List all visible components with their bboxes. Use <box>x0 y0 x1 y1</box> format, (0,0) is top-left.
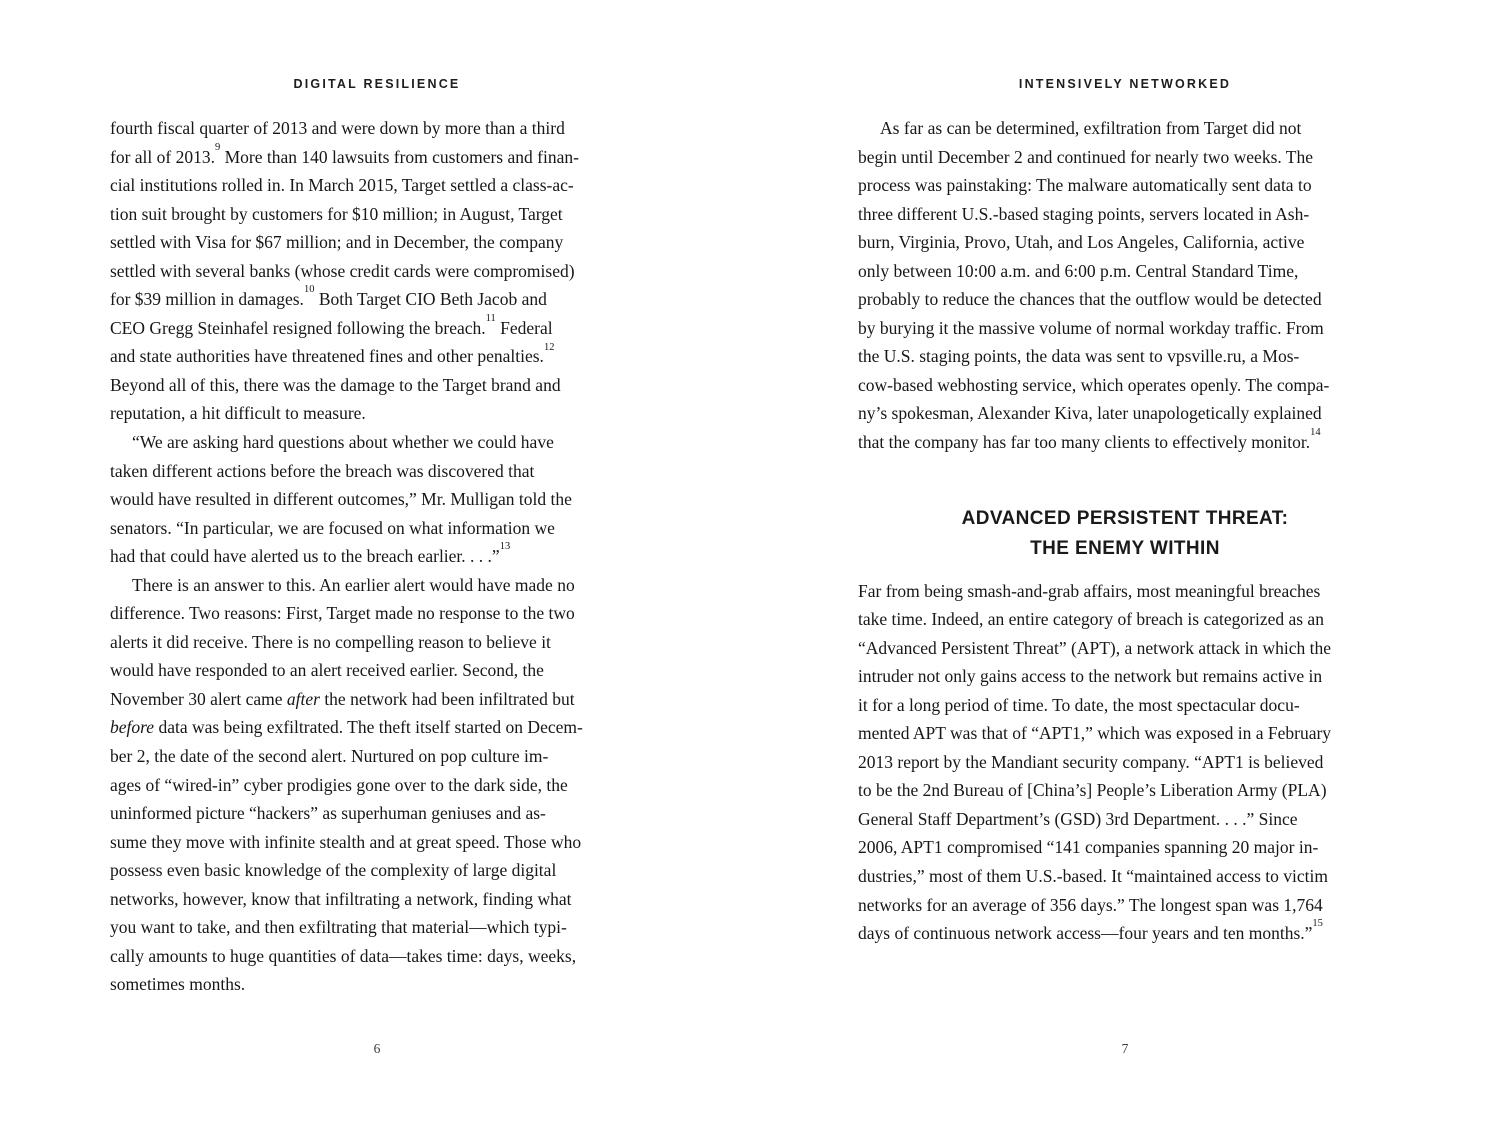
text-line: settled with Visa for $67 million; and in December, the company <box>110 232 564 253</box>
paragraph <box>110 428 644 571</box>
text-line: 2013 report by the Mandiant security company. “APT1 is believed <box>858 751 1324 772</box>
section-heading <box>858 504 1392 564</box>
text-line: difference. Two reasons: First, Target made no response to the two <box>110 603 575 624</box>
paragraph <box>858 114 1392 457</box>
text-line: begin until December 2 and continued for nearly two weeks. The <box>858 146 1314 167</box>
text-line: for $39 million in damages.$^{10}$ Both Target CIO Beth Jacob and <box>110 284 547 310</box>
text-line: process was painstaking: The malware automatically sent data to <box>858 175 1312 196</box>
right-page <box>858 0 1392 1125</box>
left-page <box>110 0 644 1125</box>
text-line: networks, however, know that infiltrating a network, finding what <box>110 888 572 909</box>
text-line: only between 10:00 a.m. and 6:00 p.m. Central Standard Time, <box>858 260 1299 281</box>
text-line: possess even basic knowledge of the complexity of large digital <box>110 860 557 881</box>
text-line: As far as can be determined, exfiltration from Target did not <box>880 118 1302 138</box>
text-line: ages of “wired-in” cyber prodigies gone over to the dark side, the <box>110 774 568 795</box>
text-line: three different U.S.-based staging points, servers located in Ash- <box>858 203 1310 224</box>
text-line: probably to reduce the chances that the outflow would be detected <box>858 289 1322 310</box>
text-line: the U.S. staging points, the data was sent to vpsville.ru, a Mos- <box>858 346 1300 367</box>
text-line: cial institutions rolled in. In March 2015, Target settled a class-ac- <box>110 175 574 196</box>
left-page-content <box>110 114 644 999</box>
text-line: reputation, a hit difficult to measure. <box>110 403 366 424</box>
text-line: senators. “In particular, we are focused on what information we <box>110 517 555 538</box>
paragraph <box>110 114 644 428</box>
text-line: it for a long period of time. To date, the most spectacular docu- <box>858 694 1300 715</box>
text-line: There is an answer to this. An earlier alert would have made no <box>132 574 575 595</box>
right-running-head: INTENSIVELY NETWORKED <box>1018 77 1232 91</box>
text-line: Far from being smash-and-grab affairs, most meaningful breaches <box>858 580 1321 601</box>
text-line: cally amounts to huge quantities of data—takes time: days, weeks, <box>110 945 577 966</box>
text-line: settled with several banks (whose credit cards were compromised) <box>110 260 575 281</box>
text-line: taken different actions before the breach was discovered that <box>110 460 535 481</box>
text-line: would have resulted in different outcomes,” Mr. Mulligan told the <box>110 489 572 510</box>
text-line: before data was being exfiltrated. The theft itself started on Decem- <box>110 717 583 738</box>
right-page-number: 7 <box>1121 1041 1129 1056</box>
text-line: ber 2, the date of the second alert. Nurtured on pop culture im- <box>110 746 549 767</box>
text-line: 2006, APT1 compromised “141 companies spanning 20 major in- <box>858 837 1319 858</box>
text-line: for all of 2013.$^9$ More than 140 lawsuits from customers and finan- <box>110 141 579 167</box>
text-line: had that could have alerted us to the breach earlier. . . .”$^{13}$ <box>110 541 511 567</box>
right-page-content <box>858 114 1392 948</box>
paragraph <box>858 577 1392 948</box>
text-line: that the company has far too many clients to effectively monitor.$^{14}$ <box>858 427 1321 453</box>
text-line: November 30 alert came after the network had been infiltrated but <box>110 688 575 709</box>
heading-line: THE ENEMY WITHIN <box>1030 537 1220 559</box>
paragraph <box>110 571 644 999</box>
text-line: you want to take, and then exfiltrating that material—which typi- <box>110 917 567 938</box>
heading-line: ADVANCED PERSISTENT THREAT: <box>961 507 1289 529</box>
text-line: “Advanced Persistent Threat” (APT), a network attack in which the <box>858 637 1331 658</box>
text-line: Beyond all of this, there was the damage to the Target brand and <box>110 374 561 395</box>
text-line: General Staff Department’s (GSD) 3rd Department. . . .” Since <box>858 808 1298 829</box>
text-line: fourth fiscal quarter of 2013 and were down by more than a third <box>110 118 565 138</box>
text-line: networks for an average of 356 days.” The longest span was 1,764 <box>858 894 1323 915</box>
left-running-head: DIGITAL RESILIENCE <box>293 77 461 91</box>
text-line: “We are asking hard questions about whether we could have <box>132 432 554 453</box>
text-line: tion suit brought by customers for $10 million; in August, Target <box>110 203 563 224</box>
text-line: CEO Gregg Steinhafel resigned following the breach.$^{11}$ Federal <box>110 313 553 338</box>
left-page-number: 6 <box>373 1041 381 1056</box>
text-line: would have responded to an alert received earlier. Second, the <box>110 660 544 681</box>
text-line: sometimes months. <box>110 974 246 995</box>
text-line: dustries,” most of them U.S.-based. It “maintained access to victim <box>858 866 1328 887</box>
text-line: mented APT was that of “APT1,” which was exposed in a February <box>858 723 1332 744</box>
text-line: sume they move with infinite stealth and at great speed. Those who <box>110 831 582 852</box>
text-line: by burying it the massive volume of normal workday traffic. From <box>858 317 1324 338</box>
text-line: intruder not only gains access to the network but remains active in <box>858 666 1323 687</box>
text-line: days of continuous network access—four years and ten months.”$^{15}$ <box>858 918 1323 944</box>
text-line: burn, Virginia, Provo, Utah, and Los Angeles, California, active <box>858 232 1305 253</box>
text-line: take time. Indeed, an entire category of breach is categorized as an <box>858 609 1324 630</box>
text-line: to be the 2nd Bureau of [China’s] People’s Liberation Army (PLA) <box>858 780 1327 801</box>
text-line: uninformed picture “hackers” as superhuman geniuses and as- <box>110 803 546 824</box>
text-line: and state authorities have threatened fines and other penalties.$^{12}$ <box>110 341 555 367</box>
text-line: alerts it did receive. There is no compelling reason to believe it <box>110 631 551 652</box>
text-line: ny’s spokesman, Alexander Kiva, later unapologetically explained <box>858 403 1322 424</box>
text-line: cow-based webhosting service, which operates openly. The compa- <box>858 374 1330 395</box>
